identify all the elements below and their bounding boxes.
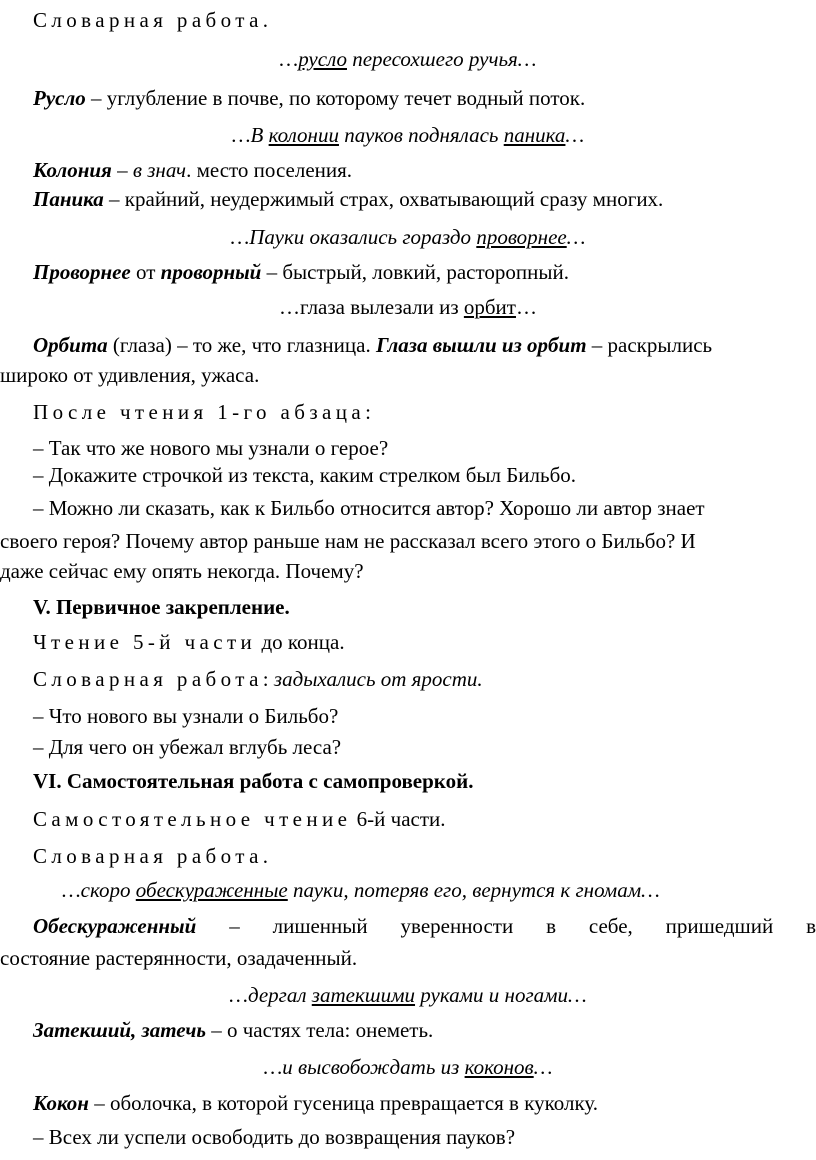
- section-heading: VI. Самостоятельная работа с самопроверкой.: [33, 769, 474, 793]
- definition-line: Русло – углубление в почве, по которому течет водный поток.: [33, 86, 586, 110]
- instruction-line: Словарная работа: задыхались от ярости.: [33, 667, 483, 691]
- quote-line: …глаза вылезали из орбит…: [279, 295, 537, 319]
- instruction-line: Чтение 5-й части до конца.: [33, 630, 345, 654]
- definition-continuation: широко от удивления, ужаса.: [0, 363, 260, 387]
- section-heading: V. Первичное закрепление.: [33, 595, 290, 619]
- quote-line: …дергал затекшими руками и ногами…: [229, 983, 587, 1007]
- definition-line: Проворнее от проворный – быстрый, ловкий, расторопный.: [33, 260, 569, 284]
- definition-continuation: состояние растерянности, озадаченный.: [0, 946, 358, 970]
- definition-line: Кокон – оболочка, в которой гусеница превращается в куколку.: [33, 1091, 599, 1115]
- question-line: – Так что же нового мы узнали о герое?: [33, 436, 389, 460]
- question-line: – Можно ли сказать, как к Бильбо относится автор? Хорошо ли автор знает: [33, 496, 705, 520]
- section-label: Словарная работа.: [33, 844, 273, 868]
- definition-line: Паника – крайний, неудержимый страх, охватывающий сразу многих.: [33, 187, 664, 211]
- question-line: – Что нового вы узнали о Бильбо?: [33, 704, 339, 728]
- quote-line: …В колонии пауков поднялась паника…: [231, 123, 585, 147]
- question-continuation: даже сейчас ему опять некогда. Почему?: [0, 559, 364, 583]
- quote-line: …и высвобождать из коконов…: [263, 1055, 553, 1079]
- question-line: – Всех ли успели освободить до возвращения пауков?: [33, 1125, 516, 1149]
- definition-line: Затекший, затечь – о частях тела: онеметь.: [33, 1018, 434, 1042]
- quote-line: …Пауки оказались гораздо проворнее…: [230, 225, 586, 249]
- section-label: После чтения 1-го абзаца:: [33, 400, 376, 424]
- instruction-line: Самостоятельное чтение 6-й части.: [33, 807, 446, 831]
- definition-line: Колония – в знач. место поселения.: [33, 158, 353, 182]
- quote-line: …русло пересохшего ручья…: [279, 47, 537, 71]
- definition-line: Орбита (глаза) – то же, что глазница. Глаза вышли из орбит – раскрылись: [33, 333, 713, 357]
- question-continuation: своего героя? Почему автор раньше нам не рассказал всего этого о Бильбо? И: [0, 529, 696, 553]
- question-line: – Для чего он убежал вглубь леса?: [33, 735, 342, 759]
- section-label: Словарная работа.: [33, 8, 273, 32]
- quote-line: …скоро обескураженные пауки, потеряв его, вернутся к гномам…: [62, 878, 660, 902]
- definition-line: Обескураженный – лишенный уверенности в себе, пришедший в: [33, 914, 816, 938]
- question-line: – Докажите строчкой из текста, каким стрелком был Бильбо.: [33, 463, 577, 487]
